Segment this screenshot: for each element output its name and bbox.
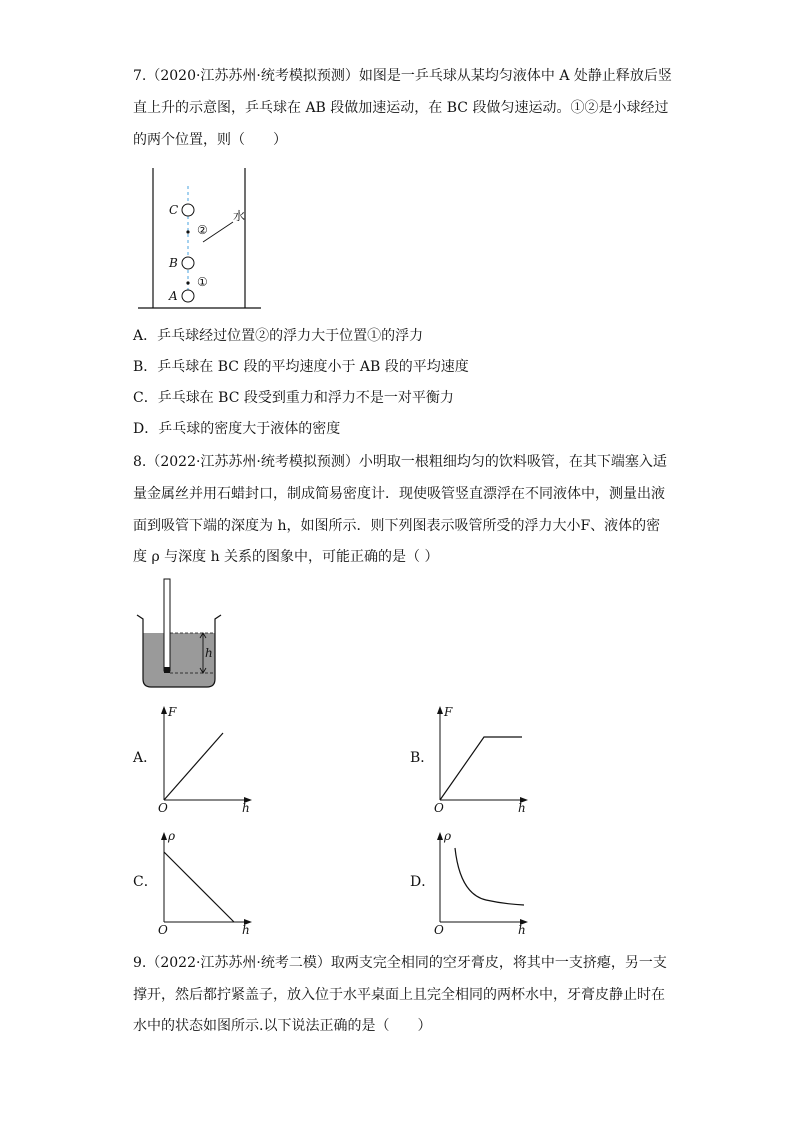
beaker-liquid [143,633,215,687]
graph-a-y-label: F [168,705,177,719]
straw-weight [164,667,170,673]
q8-line-1: 8.（2022·江苏苏州·统考模拟预测）小明取一根粗细均匀的饮料吸管，在其下端塞入适 [133,454,667,470]
mark-2: ② [197,223,208,237]
graph-d-label: D． [410,874,436,890]
position-2-dot [186,230,189,233]
q8-line-3: 面到吸管下端的深度为 h，如图所示．则下列图表示吸管所受的浮力大小F、液体的密 [133,518,661,534]
q7-option-c: C．乒乓球在 BC 段受到重力和浮力不是一对平衡力 [133,390,454,406]
q7-option-d: D．乒乓球的密度大于液体的密度 [133,421,341,437]
q7-line-2: 直上升的示意图，乒乓球在 AB 段做加速运动，在 BC 段做匀速运动。①②是小球经过 [133,100,669,116]
q9-line-3: 水中的状态如图所示.以下说法正确的是（ ） [133,1018,432,1034]
graph-c [150,826,260,938]
graph-b-label: B． [410,750,435,766]
label-c: C [169,203,179,217]
graph-c-y-label: ρ [168,829,176,843]
graph-b-curve [440,737,522,800]
q8-line-2: 量金属丝并用石蜡封口，制成简易密度计．现使吸管竖直漂浮在不同液体中，测量出液 [133,486,665,502]
straw [164,579,170,671]
graph-d-y-arrow [437,832,443,840]
graph-a-label: A． [133,750,158,766]
graph-d-x-label: h [518,923,526,937]
q9-line-2: 撑开，然后都拧紧盖子，放入位于水平桌面上且完全相同的两杯水中，牙膏皮静止时在 [133,987,665,1003]
ball-b [182,257,194,269]
graph-b [426,700,536,815]
graph-a-origin: O [158,801,168,815]
graph-b-origin: O [434,801,444,815]
graph-c-x-label: h [242,923,250,937]
ball-c [182,204,194,216]
graph-d-y-label: ρ [444,829,452,843]
graph-b-y-arrow [437,706,443,714]
label-b: B [169,256,178,270]
water-label: 水 [233,209,246,223]
graph-d-curve [455,848,524,905]
depth-h-label: h [205,646,213,660]
graph-a-curve [164,733,223,800]
q7-line-3: 的两个位置，则（ ） [133,132,287,148]
q7-line-1: 7.（2020·江苏苏州·统考模拟预测）如图是一乒乓球从某均匀液体中 A 处静止释放后竖 [133,68,672,84]
graph-c-origin: O [158,923,168,937]
q8-beaker-figure [133,575,233,695]
graph-a [150,700,260,815]
label-a: A [169,289,178,303]
q9-line-1: 9.（2022·江苏苏州·统考二模）取两支完全相同的空牙膏皮，将其中一支挤瘪，另一支 [133,955,667,971]
graph-c-label: C． [133,874,158,890]
ball-a [182,290,194,302]
graph-c-y-arrow [161,832,167,840]
q8-line-4: 度 ρ 与深度 h 关系的图象中，可能正确的是（ ） [133,549,439,565]
graph-d-origin: O [434,923,444,937]
graph-c-curve [164,852,234,922]
graph-d [426,826,536,938]
q7-figure [133,160,273,312]
graph-b-x-label: h [518,801,526,815]
q7-option-a: A．乒乓球经过位置②的浮力大于位置①的浮力 [133,328,424,344]
graph-a-y-arrow [161,706,167,714]
mark-1: ① [197,275,208,289]
q7-option-b: B．乒乓球在 BC 段的平均速度小于 AB 段的平均速度 [133,359,469,375]
graph-b-y-label: F [444,705,453,719]
graph-a-x-label: h [242,801,250,815]
position-1-dot [186,281,189,284]
